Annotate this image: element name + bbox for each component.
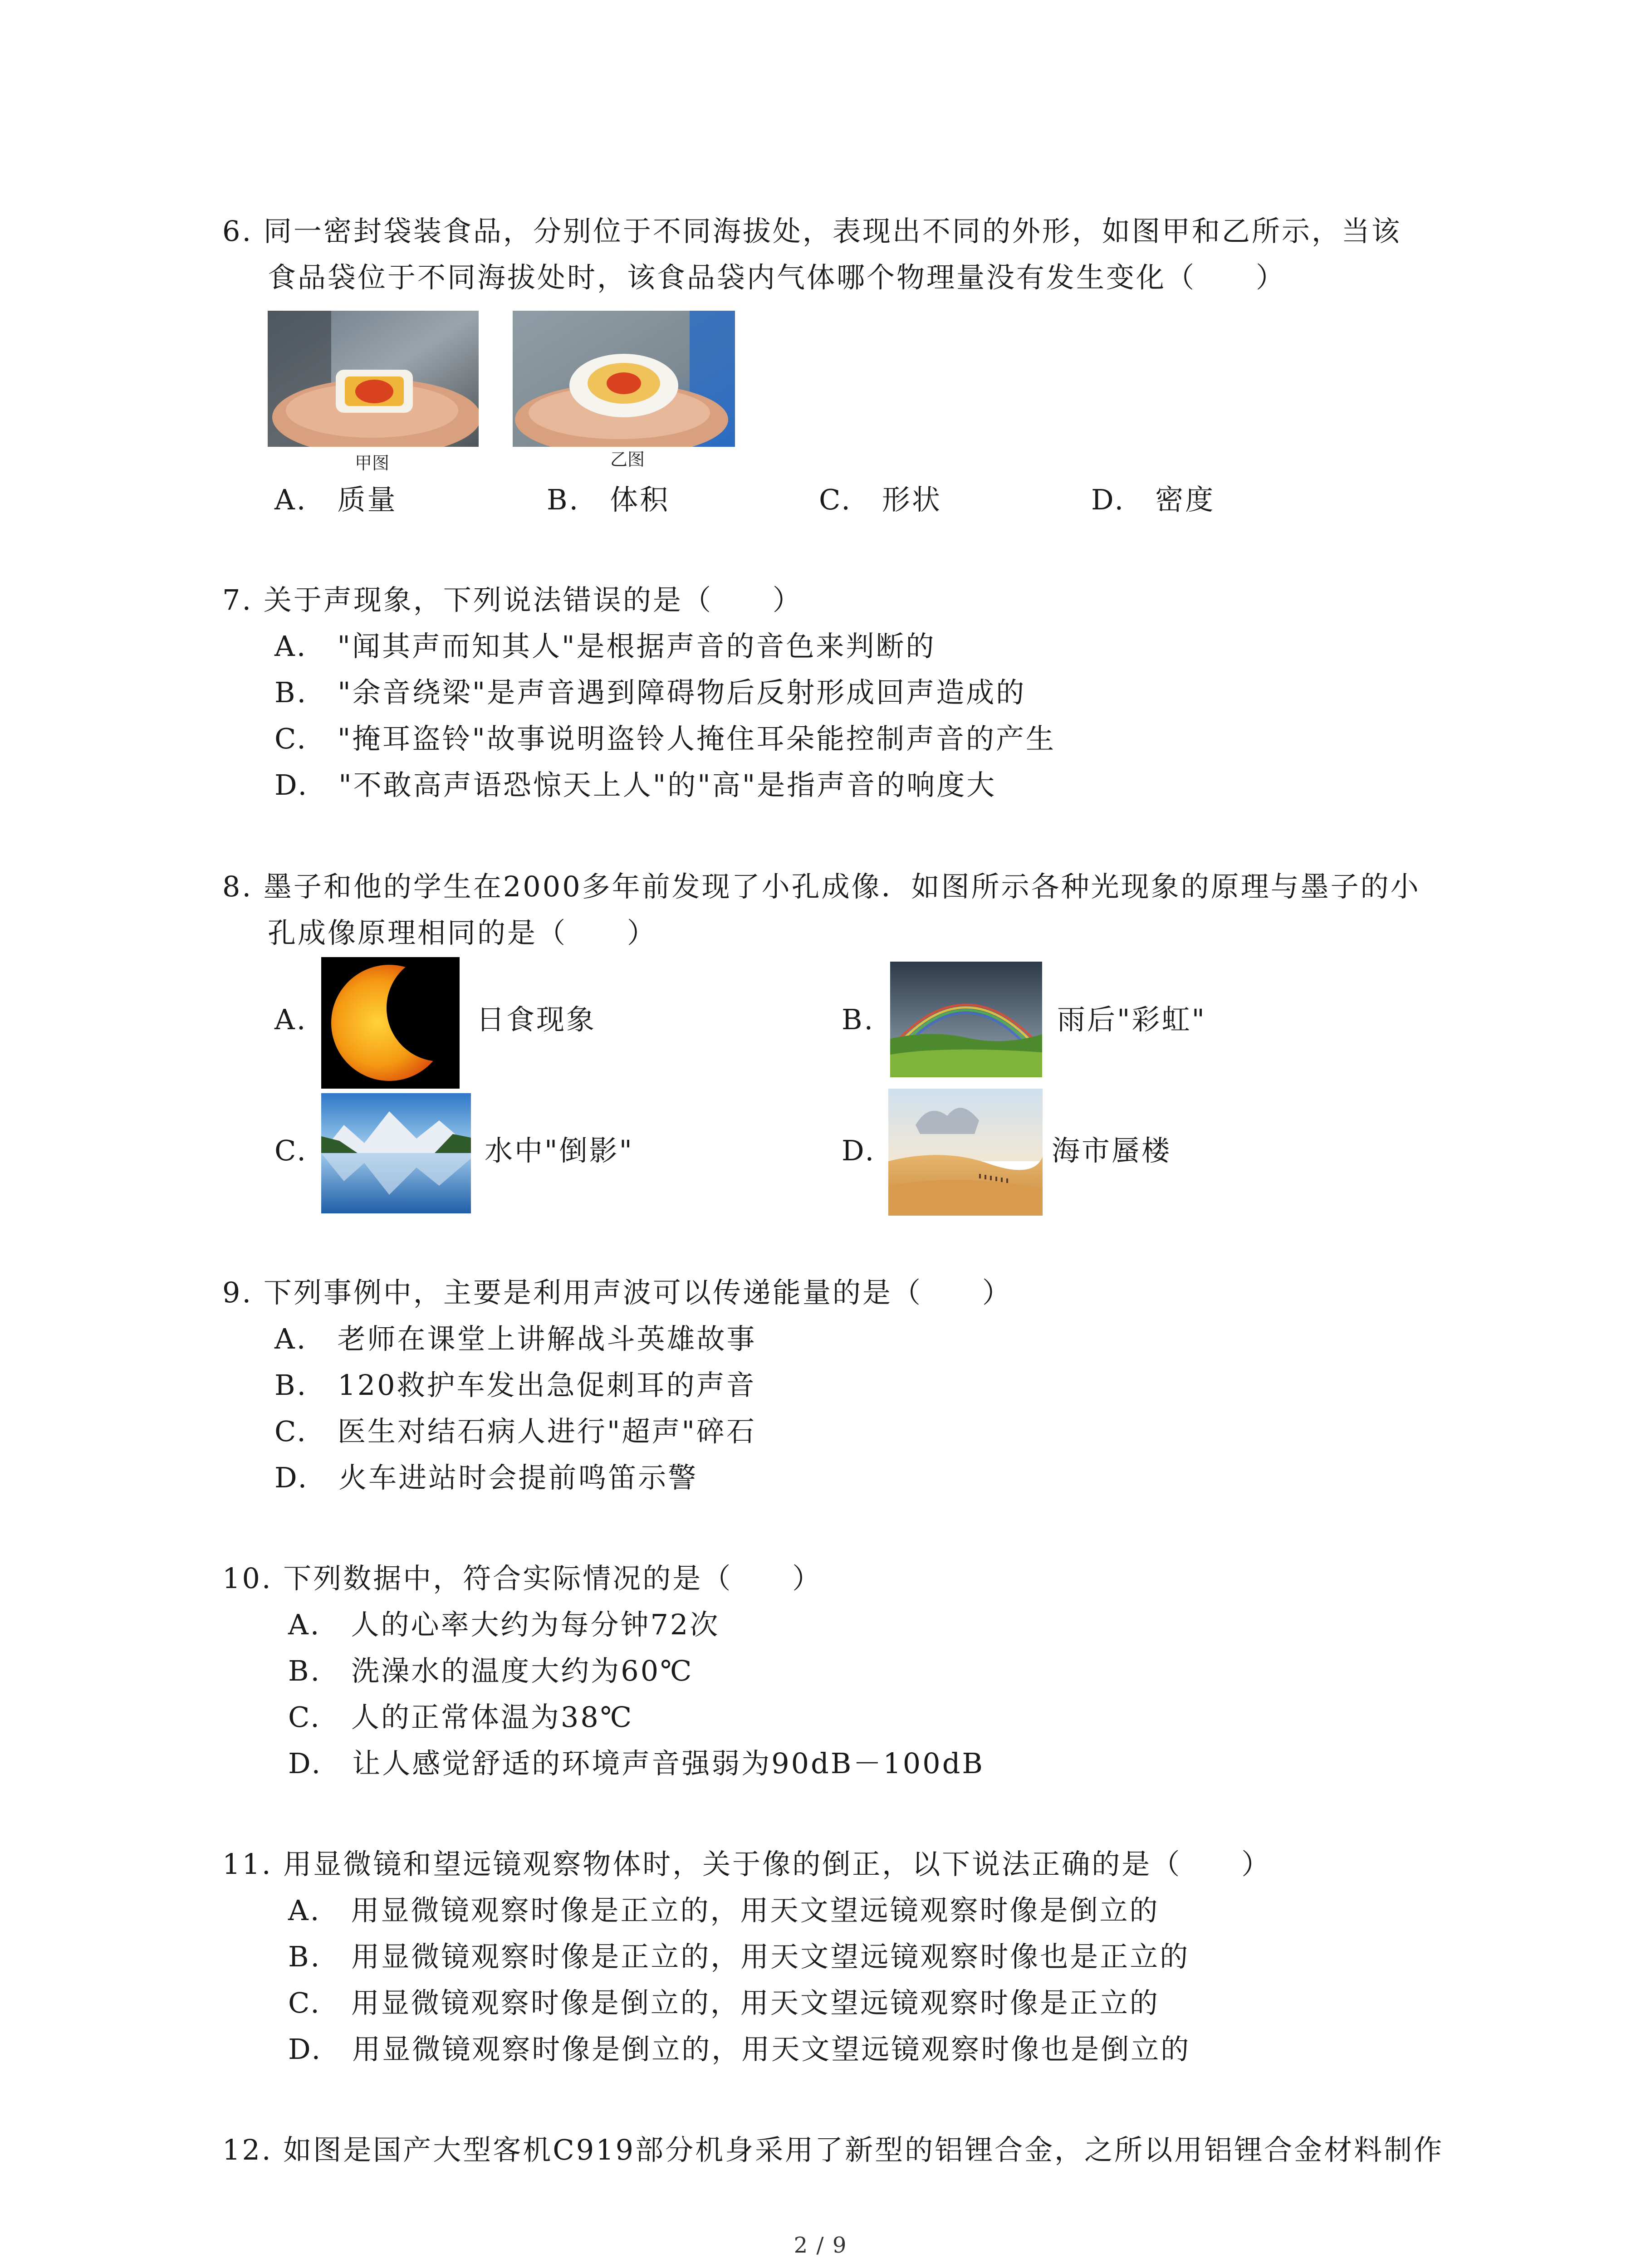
q6-image-jia <box>268 311 479 447</box>
q8-option-b-letter: B. <box>842 1003 875 1036</box>
q9-option-a: A. 老师在课堂上讲解战斗英雄故事 <box>274 1322 757 1355</box>
q9-stem: 9. 下列事例中，主要是利用声波可以传递能量的是（ ） <box>222 1276 1012 1309</box>
q9-option-d: D. 火车进站时会提前鸣笛示警 <box>274 1461 698 1494</box>
q7-stem: 7. 关于声现象，下列说法错误的是（ ） <box>222 583 803 616</box>
q11-stem: 11. 用显微镜和望远镜观察物体时，关于像的倒正，以下说法正确的是（ ） <box>222 1848 1272 1881</box>
q11-option-c: C. 用显微镜观察时像是倒立的，用天文望远镜观察时像是正立的 <box>288 1986 1160 2019</box>
q7-option-b: B. "余音绕梁"是声音遇到障碍物后反射形成回声造成的 <box>274 676 1026 709</box>
q7-option-c: C. "掩耳盗铃"故事说明盗铃人掩住耳朵能控制声音的产生 <box>274 722 1056 755</box>
q8-option-a-letter: A. <box>274 1003 308 1036</box>
q8-stem-line2: 孔成像原理相同的是（ ） <box>268 916 657 949</box>
q11-option-a: A. 用显微镜观察时像是正立的，用天文望远镜观察时像是倒立的 <box>288 1894 1160 1927</box>
q9-option-b: B. 120救护车发出急促刺耳的声音 <box>274 1369 756 1402</box>
q8-option-a-label: 日食现象 <box>476 1003 597 1036</box>
q12-stem-line1: 12. 如图是国产大型客机C919部分机身采用了新型的铝锂合金，之所以用铝锂合金材料制作 <box>222 2133 1444 2166</box>
q6-stem-line1: 6. 同一密封袋装食品，分别位于不同海拔处，表现出不同的外形，如图甲和乙所示，当该 <box>222 215 1401 248</box>
q6-option-d: D. 密度 <box>1091 483 1215 516</box>
q10-option-d: D. 让人感觉舒适的环境声音强弱为90dB－100dB <box>288 1747 985 1780</box>
q10-option-b: B. 洗澡水的温度大约为60℃ <box>288 1654 694 1687</box>
q6-caption-jia: 甲图 <box>355 453 390 473</box>
q8-option-d-label: 海市蜃楼 <box>1052 1134 1172 1167</box>
q6-caption-yi: 乙图 <box>610 450 645 469</box>
q10-stem: 10. 下列数据中，符合实际情况的是（ ） <box>222 1562 823 1595</box>
q7-option-a: A. "闻其声而知其人"是根据声音的音色来判断的 <box>274 630 936 663</box>
q6-stem-line2: 食品袋位于不同海拔处时，该食品袋内气体哪个物理量没有发生变化（ ） <box>268 261 1286 294</box>
q11-option-b: B. 用显微镜观察时像是正立的，用天文望远镜观察时像也是正立的 <box>288 1940 1190 1973</box>
q6-option-c: C. 形状 <box>819 483 942 516</box>
q8-option-d-letter: D. <box>842 1134 876 1167</box>
q10-option-a: A. 人的心率大约为每分钟72次 <box>288 1608 720 1641</box>
q8-image-rainbow <box>890 962 1042 1077</box>
q8-image-water-reflection <box>321 1093 471 1213</box>
q6-option-b: B. 体积 <box>547 483 670 516</box>
q10-option-c: C. 人的正常体温为38℃ <box>288 1701 634 1734</box>
page-number: 2 / 9 <box>794 2233 847 2258</box>
q8-option-c-label: 水中"倒影" <box>485 1134 634 1167</box>
q8-option-c-letter: C. <box>274 1134 308 1167</box>
q9-option-c: C. 医生对结石病人进行"超声"碎石 <box>274 1415 756 1448</box>
q8-option-b-label: 雨后"彩虹" <box>1057 1003 1207 1036</box>
q8-image-solar-eclipse <box>321 957 460 1089</box>
q6-option-a: A. 质量 <box>274 483 397 516</box>
q8-image-mirage <box>888 1089 1043 1216</box>
q8-stem-line1: 8. 墨子和他的学生在2000多年前发现了小孔成像．如图所示各种光现象的原理与墨子的小 <box>222 870 1421 903</box>
q11-option-d: D. 用显微镜观察时像是倒立的，用天文望远镜观察时像也是倒立的 <box>288 2033 1191 2066</box>
q6-image-yi <box>513 311 735 447</box>
q7-option-d: D. "不敢高声语恐惊天上人"的"高"是指声音的响度大 <box>274 768 997 802</box>
